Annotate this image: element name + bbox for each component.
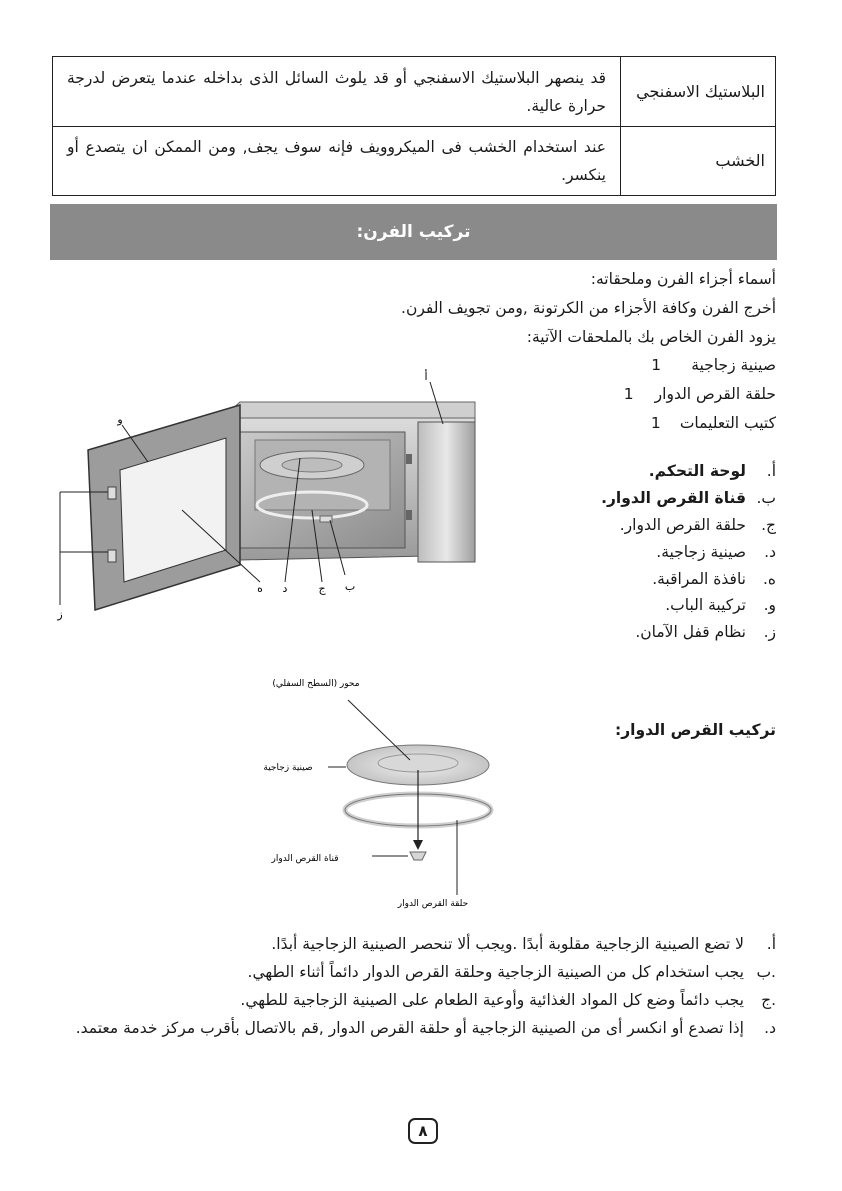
list-text: تركيبة الباب. (665, 596, 746, 615)
safety-latch (108, 550, 116, 562)
list-item (56, 1014, 776, 1042)
table-row (53, 127, 776, 196)
accessory-name: صينية زجاجية (691, 356, 776, 374)
accessory-qty: 1 (623, 385, 634, 403)
list-letter: ب. (756, 489, 776, 508)
list-letter: د. (764, 1019, 776, 1037)
accessory-qty: 1 (650, 414, 661, 432)
accessory-qty: 1 (651, 356, 662, 374)
list-item (576, 619, 776, 646)
list-letter: .ج (761, 991, 776, 1009)
list-letter: و. (763, 596, 776, 615)
notes-list (56, 930, 776, 1042)
list-item (56, 958, 776, 986)
label-f: و (117, 413, 123, 426)
turntable-shaft (410, 852, 426, 860)
parts-heading: أسماء أجزاء الفرن وملحقاته: (590, 270, 776, 288)
list-text: يجب دائماً وضع كل المواد الغذائية وأوعية الطعام على الصينية الزجاجية للطهي. (240, 991, 744, 1009)
accessory-item (632, 414, 776, 432)
list-item (576, 538, 776, 565)
list-item (576, 565, 776, 592)
accessory-name: حلقة القرص الدوار (654, 385, 776, 403)
list-letter: ج. (761, 515, 776, 534)
table-row (53, 57, 776, 127)
list-letter: ه. (762, 569, 776, 588)
list-item (576, 512, 776, 539)
material-description: عند استخدام الخشب فى الميكروويف فإنه سوف يجف, ومن الممكن ان يتصدع أو ينكسر. (53, 127, 621, 196)
turntable-heading: تركيب القرص الدوار: (615, 721, 776, 739)
materials-table (52, 56, 776, 196)
accessory-item (603, 385, 776, 403)
list-item (576, 458, 776, 485)
page-number: ٨ (408, 1118, 438, 1144)
list-letter: .ب (756, 963, 776, 981)
list-text: يجب استخدام كل من الصينية الزجاجية وحلقة القرص الدوار دائماً أثناء الطهي. (247, 963, 744, 981)
list-text: لا تضع الصينية الزجاجية مقلوبة أبدًا .ويجب ألا تنحصر الصينية الزجاجية أبدًا. (271, 935, 744, 953)
label-d: د (282, 582, 288, 595)
list-letter: أ. (766, 462, 776, 481)
parts-list (576, 458, 776, 646)
list-item (56, 986, 776, 1014)
control-panel (418, 422, 475, 562)
accessory-item (621, 356, 776, 374)
label-b: ب (344, 580, 356, 593)
label-a: أ (424, 370, 428, 383)
accessory-name: كتيب التعليمات (679, 414, 776, 432)
label-shaft: محور (السطح السفلي) (272, 679, 360, 689)
turntable-diagram (250, 670, 510, 915)
list-text: نافذة المراقبة. (652, 569, 746, 588)
list-text: نظام قفل الآمان. (635, 623, 746, 642)
label-e: ه (257, 582, 263, 595)
list-item (576, 485, 776, 512)
safety-latch (108, 487, 116, 499)
list-item (56, 930, 776, 958)
list-letter: أ. (766, 935, 776, 953)
label-c: ج (318, 582, 326, 595)
material-name: البلاستيك الاسفنجي (621, 57, 776, 127)
label-shaft-channel: قناة القرص الدوار (271, 854, 339, 864)
intro-line-1: أخرج الفرن وكافة الأجزاء من الكرتونة ,ومن تجويف الفرن. (401, 299, 776, 317)
list-text: قناة القرص الدوار. (601, 489, 746, 508)
material-name: الخشب (621, 127, 776, 196)
list-letter: د. (764, 542, 776, 561)
arrow-down-icon (413, 840, 423, 850)
material-description: قد ينصهر البلاستيك الاسفنجي أو قد يلوث السائل الذى بداخله عندما يتعرض لدرجة حرارة عالية. (53, 57, 621, 127)
list-text: حلقة القرص الدوار. (619, 515, 746, 534)
list-text: لوحة التحكم. (648, 462, 746, 481)
section-title-banner: تركيب الفرن: (50, 204, 777, 260)
intro-line-2: يزود الفرن الخاص بك بالملحقات الآتية: (526, 328, 776, 346)
list-letter: ز. (763, 623, 776, 642)
oven-diagram (50, 360, 490, 630)
list-item (576, 592, 776, 619)
label-glass-tray: صينية زجاجية (263, 763, 313, 773)
label-roller-ring: حلقة القرص الدوار (397, 899, 469, 909)
list-text: صينية زجاجية. (656, 542, 746, 561)
list-text: إذا تصدع أو انكسر أى من الصينية الزجاجية أو حلقة القرص الدوار ,قم بالاتصال بأقرب مركز خدمة معتمد. (75, 1019, 744, 1037)
label-g: ز (57, 608, 63, 621)
